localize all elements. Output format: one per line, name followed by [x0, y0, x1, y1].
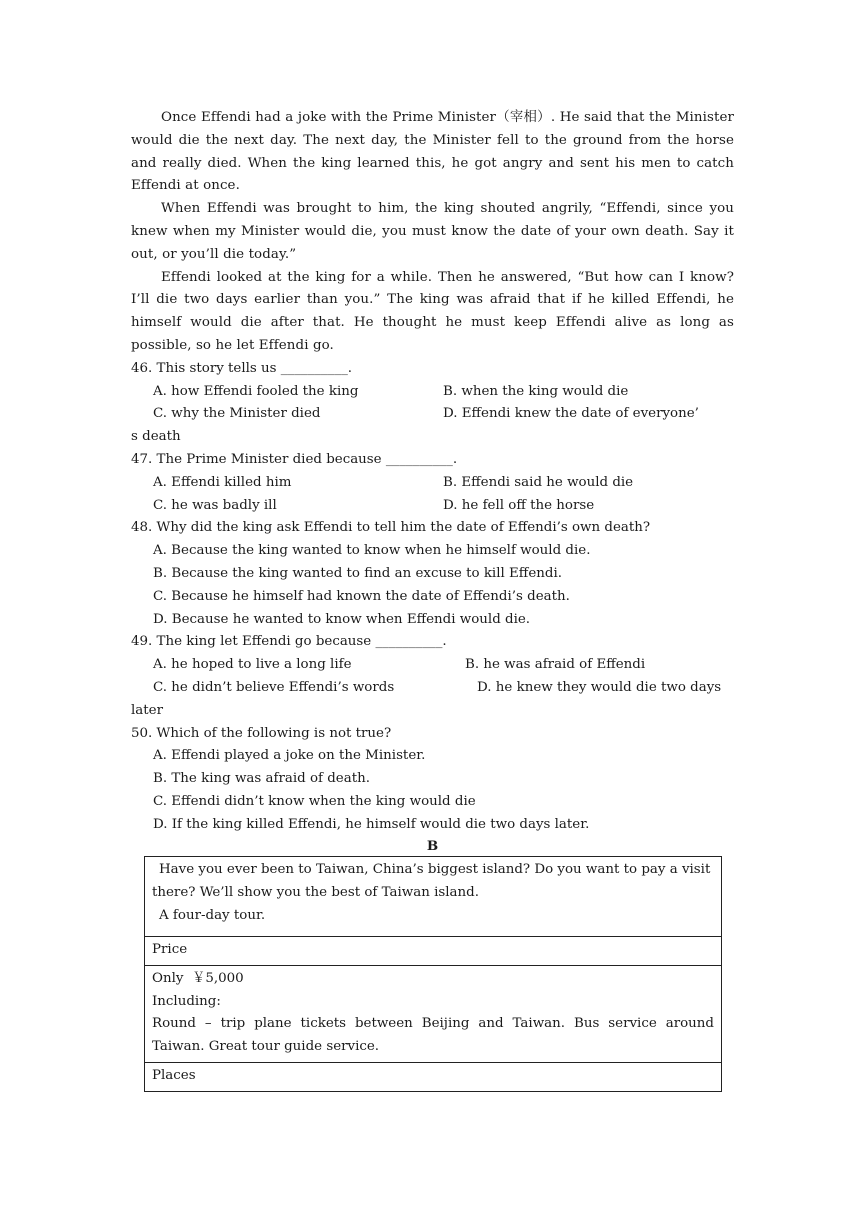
- question-49-option-a: A. he hoped to live a long life: [153, 657, 352, 673]
- question-49-options-ab: [131, 654, 734, 677]
- question-49-options-cd: [131, 677, 734, 700]
- reading-passage: [131, 107, 734, 837]
- question-47-options-ab: [131, 472, 734, 495]
- table-row: [145, 1062, 722, 1091]
- table-row: [145, 965, 722, 1062]
- tour-info-table: [144, 856, 722, 1092]
- including-label: Including:: [152, 993, 221, 1009]
- question-50-option-c: C. Effendi didn’t know when the king would die: [153, 793, 476, 809]
- question-46-option-a: A. how Effendi fooled the king: [153, 383, 359, 399]
- table-row: [145, 937, 722, 966]
- question-46-stem: 46. This story tells us __________.: [131, 360, 353, 376]
- question-47-option-d: D. he fell off the horse: [443, 497, 595, 513]
- tour-intro-cell: [145, 857, 722, 937]
- question-47-option-c: C. he was badly ill: [153, 497, 277, 513]
- question-50-option-b: B. The king was afraid of death.: [153, 771, 370, 787]
- price-value: Only ￥5,000: [152, 970, 244, 986]
- question-48-option-b: B. Because the king wanted to find an excuse to kill Effendi.: [153, 565, 562, 581]
- tour-intro-text: Have you ever been to Taiwan, China’s biggest island? Do you want to pay a visit there? We’ll show you the best of Taiwan island.: [152, 862, 711, 900]
- question-46-options-cd: [131, 403, 734, 426]
- question-46-option-c: C. why the Minister died: [153, 406, 321, 422]
- including-text: Round – trip plane tickets between Beijing and Taiwan. Bus service around Taiwan. Great tour guide service.: [152, 1016, 714, 1055]
- question-49-stem: 49. The king let Effendi go because __________.: [131, 634, 447, 650]
- question-50-option-a: A. Effendi played a joke on the Minister.: [153, 748, 426, 764]
- question-50-stem: 50. Which of the following is not true?: [131, 725, 392, 741]
- question-49-option-d-wrap: later: [131, 702, 163, 718]
- question-49-option-c: C. he didn’t believe Effendi’s words: [153, 679, 395, 695]
- question-49-option-b: B. he was afraid of Effendi: [465, 657, 646, 673]
- question-48-stem: 48. Why did the king ask Effendi to tell him the date of Effendi’s own death?: [131, 520, 651, 536]
- passage-paragraph-2: When Effendi was brought to him, the king shouted angrily, “Effendi, since you knew when my Minister would die, you must know the date of your own death. Say it out, or you’ll die today.”: [131, 201, 734, 262]
- question-46-option-d: D. Effendi knew the date of everyone’: [443, 406, 699, 422]
- passage-paragraph-1: Once Effendi had a joke with the Prime Minister（宰相）. He said that the Minister would die the next day. The next day, the Minister fell to the ground from the horse and really died. When the king learned this, he got angry and sent his men to catch Effendi at once.: [131, 110, 734, 194]
- question-48-option-d: D. Because he wanted to know when Effendi would die.: [153, 611, 531, 627]
- passage-paragraph-3: Effendi looked at the king for a while. Then he answered, “But how can I know? I’ll die two days earlier than you.” The king was afraid that if he killed Effendi, he himself would die after that. He thought he must keep Effendi alive as long as possible, so he let Effendi go.: [131, 269, 734, 353]
- question-46-option-d-wrap: s death: [131, 429, 181, 445]
- price-header-cell: Price: [145, 937, 722, 966]
- question-50-option-d: D. If the king killed Effendi, he himself would die two days later.: [153, 816, 590, 832]
- price-detail-cell: [145, 965, 722, 1062]
- section-b-title: B: [426, 838, 439, 854]
- table-row: [145, 857, 722, 937]
- question-47-option-b: B. Effendi said he would die: [443, 474, 634, 490]
- question-47-option-a: A. Effendi killed him: [153, 474, 292, 490]
- question-47-options-cd: [131, 495, 734, 518]
- question-48-option-a: A. Because the king wanted to know when he himself would die.: [153, 543, 591, 559]
- question-48-option-c: C. Because he himself had known the date of Effendi’s death.: [153, 588, 570, 604]
- tour-duration-text: A four-day tour.: [159, 907, 266, 923]
- question-46-options-ab: [131, 381, 734, 404]
- question-47-stem: 47. The Prime Minister died because __________.: [131, 451, 458, 467]
- places-header-cell: Places: [145, 1062, 722, 1091]
- question-46-option-b: B. when the king would die: [443, 383, 629, 399]
- question-49-option-d: D. he knew they would die two days: [477, 679, 722, 695]
